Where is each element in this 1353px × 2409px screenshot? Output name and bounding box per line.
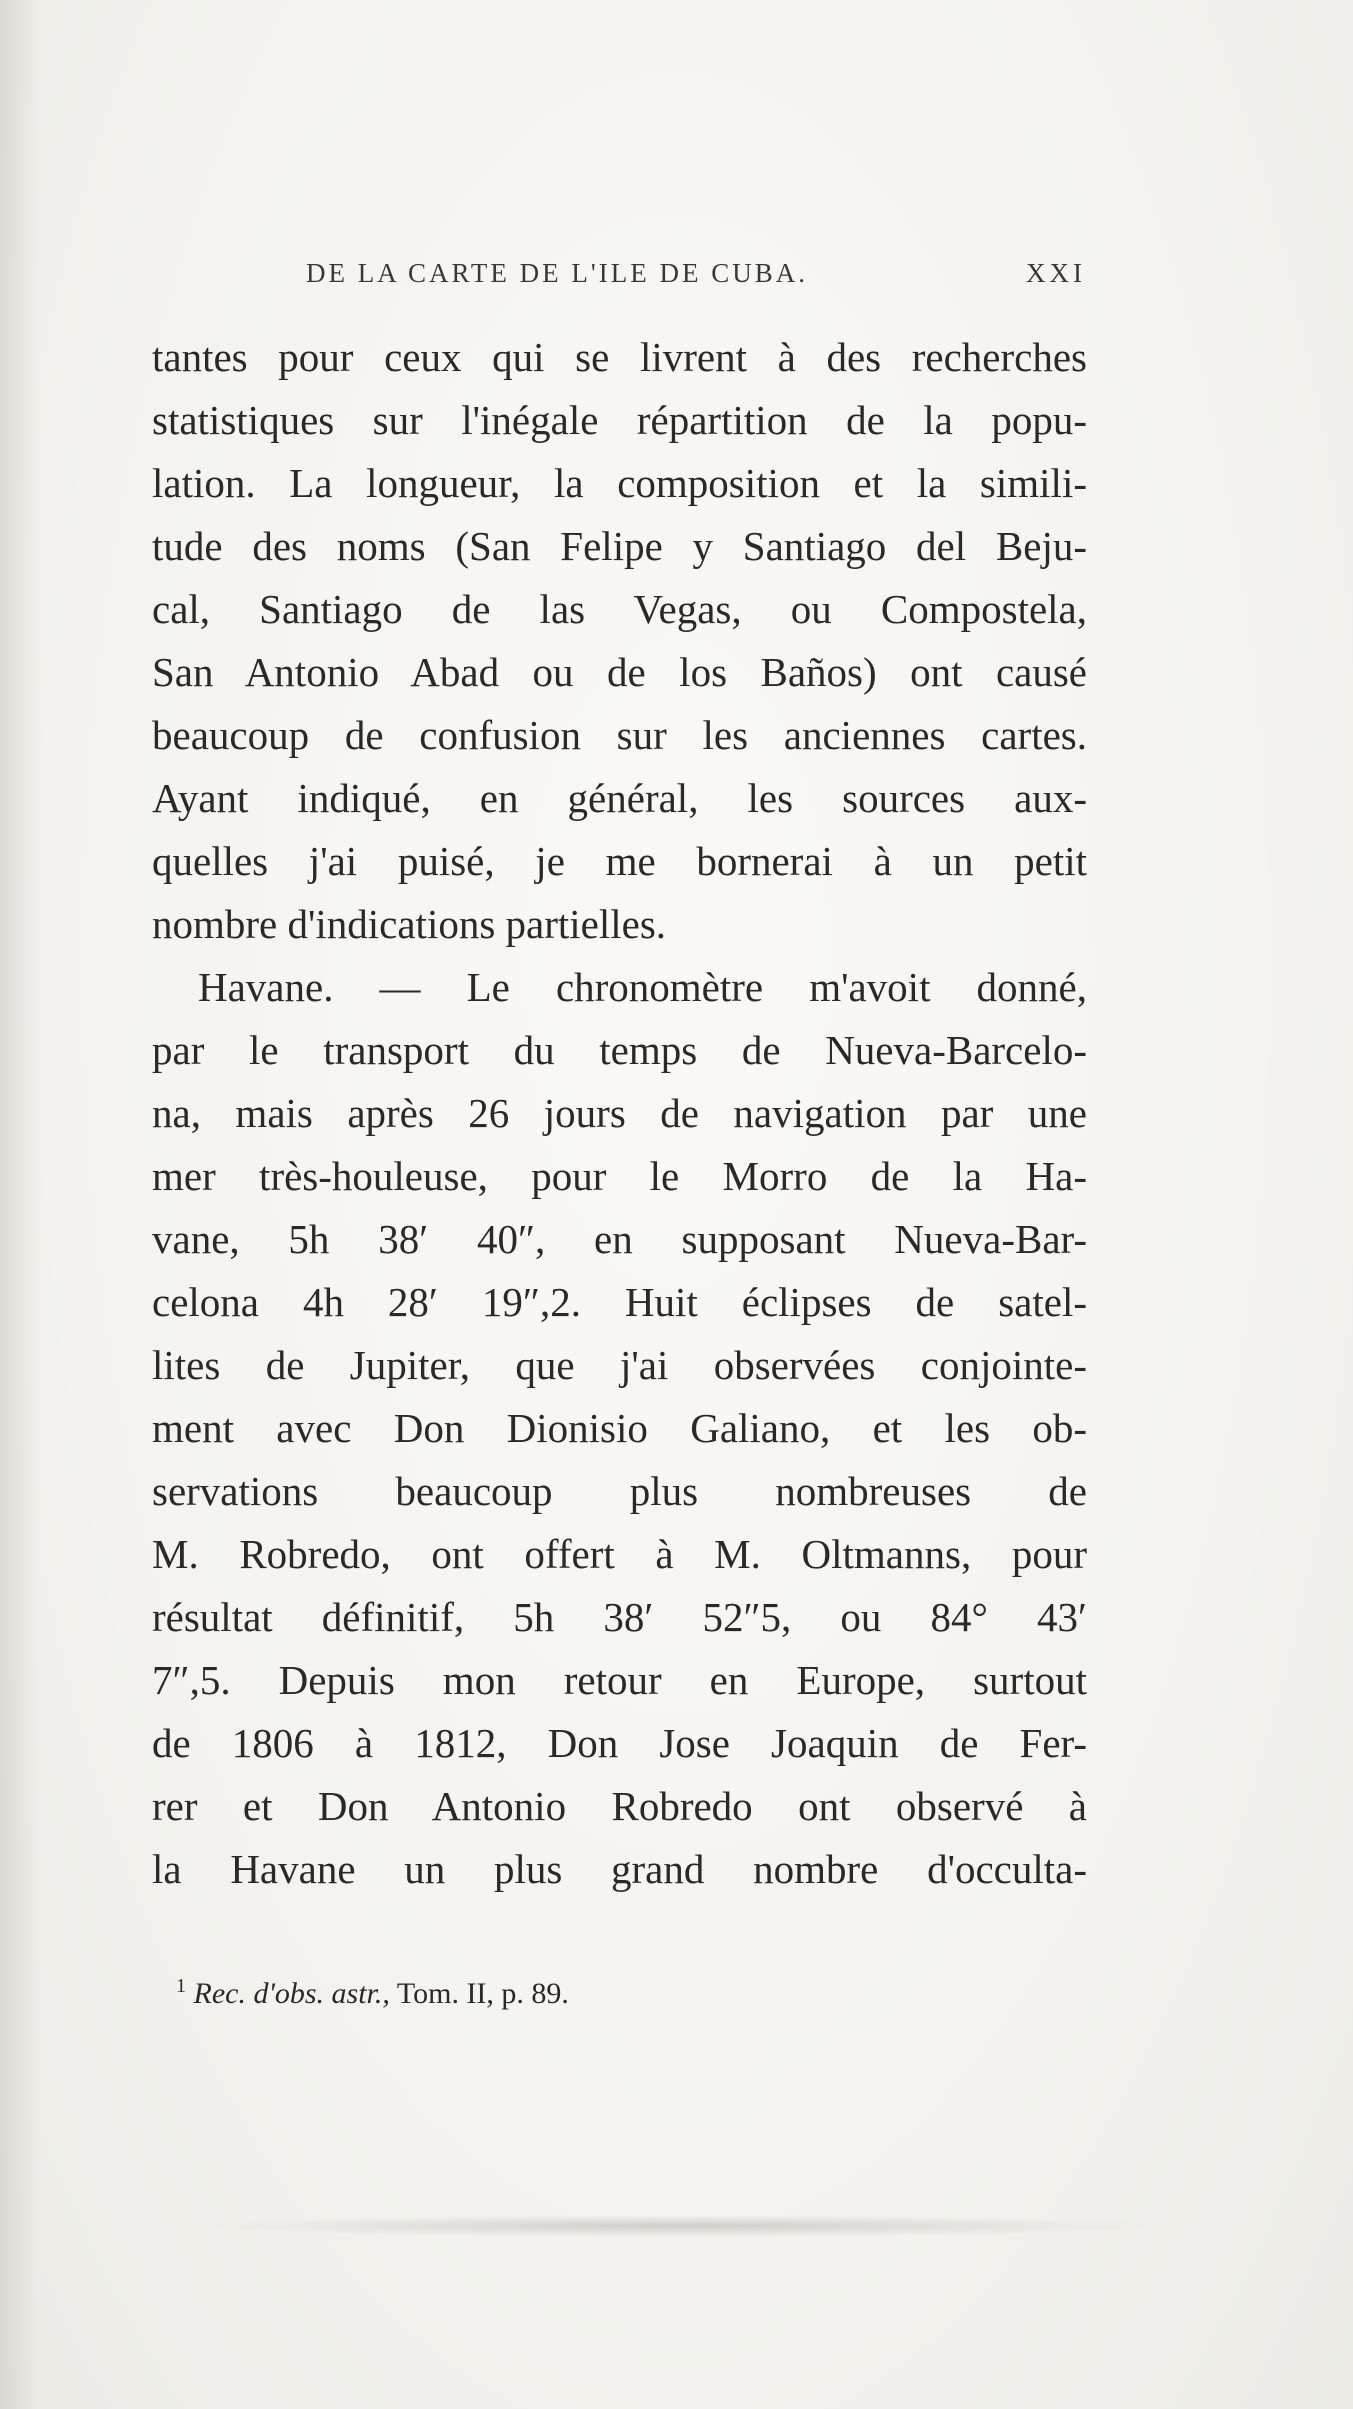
footnote-source: Rec. d'obs. astr.,	[193, 1977, 390, 2010]
text-line: beaucoup de confusion sur les anciennes cartes.	[152, 712, 1087, 758]
text-line: quelles j'ai puisé, je me bornerai à un petit	[152, 838, 1087, 884]
text-line: Havane. — Le chronomètre m'avoit donné,	[198, 964, 1087, 1010]
text-line: nombre d'indications partielles.	[152, 901, 667, 947]
text-line: statistiques sur l'inégale répartition de la popu-	[152, 397, 1087, 443]
bottom-shade	[200, 2215, 1160, 2237]
running-title: DE LA CARTE DE L'ILE DE CUBA.	[306, 258, 808, 288]
text-line: M. Robredo, ont offert à M. Oltmanns, pour	[152, 1531, 1087, 1577]
footnote-reference: Tom. II, p. 89.	[396, 1977, 569, 2010]
page-header	[306, 258, 1086, 298]
text-line: San Antonio Abad ou de los Baños) ont causé	[152, 649, 1087, 695]
text-line: servations beaucoup plus nombreuses de	[152, 1468, 1087, 1514]
text-line: mer très-houleuse, pour le Morro de la Ha-	[152, 1153, 1087, 1199]
text-line: rer et Don Antonio Robredo ont observé à	[152, 1783, 1087, 1829]
text-line: vane, 5h 38′ 40″, en supposant Nueva-Bar-	[152, 1216, 1087, 1262]
footnote-marker: 1	[176, 1975, 186, 1997]
page-number: XXI	[1026, 258, 1086, 288]
text-line: tantes pour ceux qui se livrent à des recherches	[152, 334, 1087, 380]
text-line: 7″,5. Depuis mon retour en Europe, surtout	[152, 1657, 1087, 1703]
text-line: Ayant indiqué, en général, les sources aux-	[152, 775, 1087, 821]
footnote	[176, 1964, 569, 2008]
text-line: lites de Jupiter, que j'ai observées conjointe-	[152, 1342, 1087, 1388]
text-line: celona 4h 28′ 19″,2. Huit éclipses de satel-	[152, 1279, 1087, 1325]
body-text	[152, 326, 1087, 1901]
gutter-shadow	[0, 0, 40, 2409]
text-line: de 1806 à 1812, Don Jose Joaquin de Fer-	[152, 1720, 1087, 1766]
text-line: cal, Santiago de las Vegas, ou Compostela,	[152, 586, 1087, 632]
text-line: résultat définitif, 5h 38′ 52″5, ou 84° 43′	[152, 1594, 1087, 1640]
text-line: lation. La longueur, la composition et la simili-	[152, 460, 1087, 506]
text-line: par le transport du temps de Nueva-Barcelo-	[152, 1027, 1087, 1073]
text-line: tude des noms (San Felipe y Santiago del Beju-	[152, 523, 1087, 569]
text-line: ment avec Don Dionisio Galiano, et les ob-	[152, 1405, 1087, 1451]
text-line: na, mais après 26 jours de navigation par une	[152, 1090, 1087, 1136]
text-line: la Havane un plus grand nombre d'occulta-	[152, 1846, 1087, 1892]
